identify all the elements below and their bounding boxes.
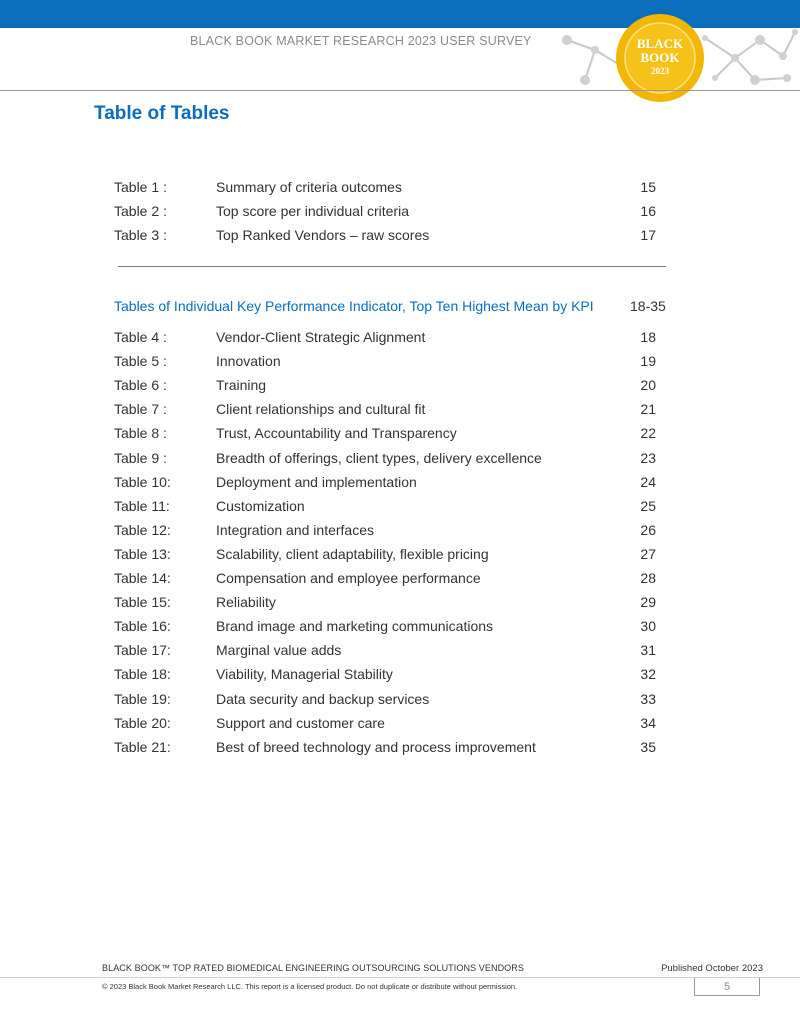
- toc-entry[interactable]: [114, 353, 674, 373]
- toc-entry-title: Summary of criteria outcomes: [216, 179, 402, 195]
- toc-entry-page: 19: [640, 353, 656, 370]
- toc-entry-label: Table 4 :: [114, 329, 167, 345]
- toc-entry[interactable]: [114, 227, 674, 247]
- toc-entry-label: Table 21:: [114, 738, 171, 755]
- toc-entry-label: Table 16:: [114, 618, 171, 635]
- toc-entry[interactable]: [114, 618, 674, 638]
- toc-entry-page: 18: [640, 329, 656, 345]
- toc-entry-page: 28: [640, 570, 656, 586]
- svg-text:BLACK: BLACK: [636, 36, 684, 51]
- toc-entry[interactable]: [114, 522, 674, 542]
- toc-entry-page: 27: [640, 545, 656, 562]
- toc-entry-title: Viability, Managerial Stability: [216, 666, 393, 683]
- toc-entry-label: Table 13:: [114, 545, 171, 562]
- toc-entry-title: Scalability, client adaptability, flexible pricing: [216, 545, 489, 562]
- toc-entry[interactable]: [114, 666, 674, 686]
- toc-entry-title: Innovation: [216, 353, 281, 370]
- toc-entry-title: Compensation and employee performance: [216, 570, 481, 586]
- kpi-section-pages: 18-35: [630, 298, 666, 314]
- toc-entry[interactable]: [114, 691, 674, 711]
- toc-entry-page: 20: [640, 377, 656, 394]
- toc-entry[interactable]: [114, 401, 674, 421]
- toc-entry-title: Breadth of offerings, client types, delivery excellence: [216, 449, 542, 466]
- toc-entry[interactable]: [114, 739, 674, 759]
- toc-entry-title: Data security and backup services: [216, 690, 430, 707]
- toc-entry-label: Table 12:: [114, 521, 171, 538]
- toc-entry-title: Training: [216, 377, 267, 394]
- toc-entry-label: Table 5 :: [114, 353, 167, 370]
- toc-entry-label: Table 6 :: [114, 377, 167, 394]
- toc-entry-label: Table 8 :: [114, 425, 167, 442]
- toc-entry-title: Marginal value adds: [216, 642, 342, 659]
- svg-text:BOOK: BOOK: [640, 50, 680, 65]
- toc-entry[interactable]: [114, 642, 674, 662]
- header-title: BLACK BOOK MARKET RESEARCH 2023 USER SURVEY: [190, 34, 532, 48]
- toc-entry-title: Trust, Accountability and Transparency: [216, 425, 457, 442]
- toc-entry-page: 31: [640, 642, 656, 659]
- toc-entry-page: 25: [640, 497, 656, 514]
- toc-entry-page: 35: [640, 738, 656, 755]
- toc-entry-title: Top score per individual criteria: [216, 203, 409, 219]
- section-divider: [118, 266, 666, 267]
- toc-entry-label: Table 1 :: [114, 179, 167, 195]
- footer-report-title: BLACK BOOK™ TOP RATED BIOMEDICAL ENGINEERING OUTSOURCING SOLUTIONS VENDORS: [102, 963, 524, 973]
- toc-entry-label: Table 19:: [114, 690, 171, 707]
- footer-published-date: Published October 2023: [661, 963, 763, 974]
- toc-entry[interactable]: [114, 474, 674, 494]
- toc-entry-title: Deployment and implementation: [216, 473, 417, 490]
- toc-entry[interactable]: [114, 715, 674, 735]
- toc-entry[interactable]: [114, 570, 674, 590]
- toc-entry-page: 29: [640, 594, 656, 611]
- toc-entry-page: 32: [640, 666, 656, 683]
- toc-entry-page: 16: [640, 203, 656, 219]
- footer-copyright: © 2023 Black Book Market Research LLC. This report is a licensed product. Do not duplicate or distribute without permission.: [102, 982, 518, 991]
- svg-text:2023: 2023: [651, 66, 669, 76]
- toc-entry-page: 17: [640, 227, 656, 243]
- toc-entry-title: Top Ranked Vendors – raw scores: [216, 227, 430, 243]
- black-book-seal-logo: [612, 10, 708, 106]
- toc-entry[interactable]: [114, 546, 674, 566]
- toc-entry[interactable]: [114, 329, 674, 349]
- page-title: Table of Tables: [94, 103, 230, 124]
- toc-entry-label: Table 10:: [114, 473, 171, 490]
- toc-entry-title: Support and customer care: [216, 714, 385, 731]
- toc-entry[interactable]: [114, 179, 674, 199]
- toc-entry-label: Table 14:: [114, 570, 171, 586]
- toc-entry-label: Table 11:: [114, 497, 170, 514]
- toc-entry[interactable]: [114, 498, 674, 518]
- toc-entry-label: Table 20:: [114, 714, 171, 731]
- toc-entry-label: Table 2 :: [114, 203, 167, 219]
- toc-entry-title: Integration and interfaces: [216, 521, 374, 538]
- toc-entry[interactable]: [114, 203, 674, 223]
- page-number: 5: [694, 978, 760, 996]
- footer-divider: [0, 977, 800, 978]
- toc-entry-label: Table 3 :: [114, 227, 167, 243]
- toc-entry-label: Table 15:: [114, 594, 171, 611]
- toc-entry-page: 22: [640, 425, 656, 442]
- toc-entry-page: 24: [640, 473, 656, 490]
- header-divider: [0, 90, 800, 91]
- toc-entry[interactable]: [114, 377, 674, 397]
- toc-entry[interactable]: [114, 425, 674, 445]
- toc-entry-page: 30: [640, 618, 656, 635]
- toc-entry-label: Table 18:: [114, 666, 171, 683]
- toc-entry-title: Vendor-Client Strategic Alignment: [216, 329, 426, 345]
- toc-entry-page: 26: [640, 521, 656, 538]
- toc-entry-page: 34: [640, 714, 656, 731]
- kpi-section-heading[interactable]: Tables of Individual Key Performance Indicator, Top Ten Highest Mean by KPI: [114, 298, 594, 314]
- toc-entry[interactable]: [114, 594, 674, 614]
- toc-entry-page: 23: [640, 449, 656, 466]
- toc-entry-label: Table 7 :: [114, 401, 167, 418]
- toc-entry-title: Customization: [216, 497, 305, 514]
- toc-entry-title: Reliability: [216, 594, 276, 611]
- toc-entry-page: 21: [640, 401, 656, 418]
- toc-entry-title: Client relationships and cultural fit: [216, 401, 426, 418]
- toc-entry-page: 15: [640, 179, 656, 195]
- toc-entry-page: 33: [640, 690, 656, 707]
- toc-entry[interactable]: [114, 450, 674, 470]
- toc-entry-label: Table 9 :: [114, 449, 167, 466]
- toc-entry-label: Table 17:: [114, 642, 171, 659]
- toc-entry-title: Brand image and marketing communications: [216, 618, 494, 635]
- toc-entry-title: Best of breed technology and process improvement: [216, 738, 536, 755]
